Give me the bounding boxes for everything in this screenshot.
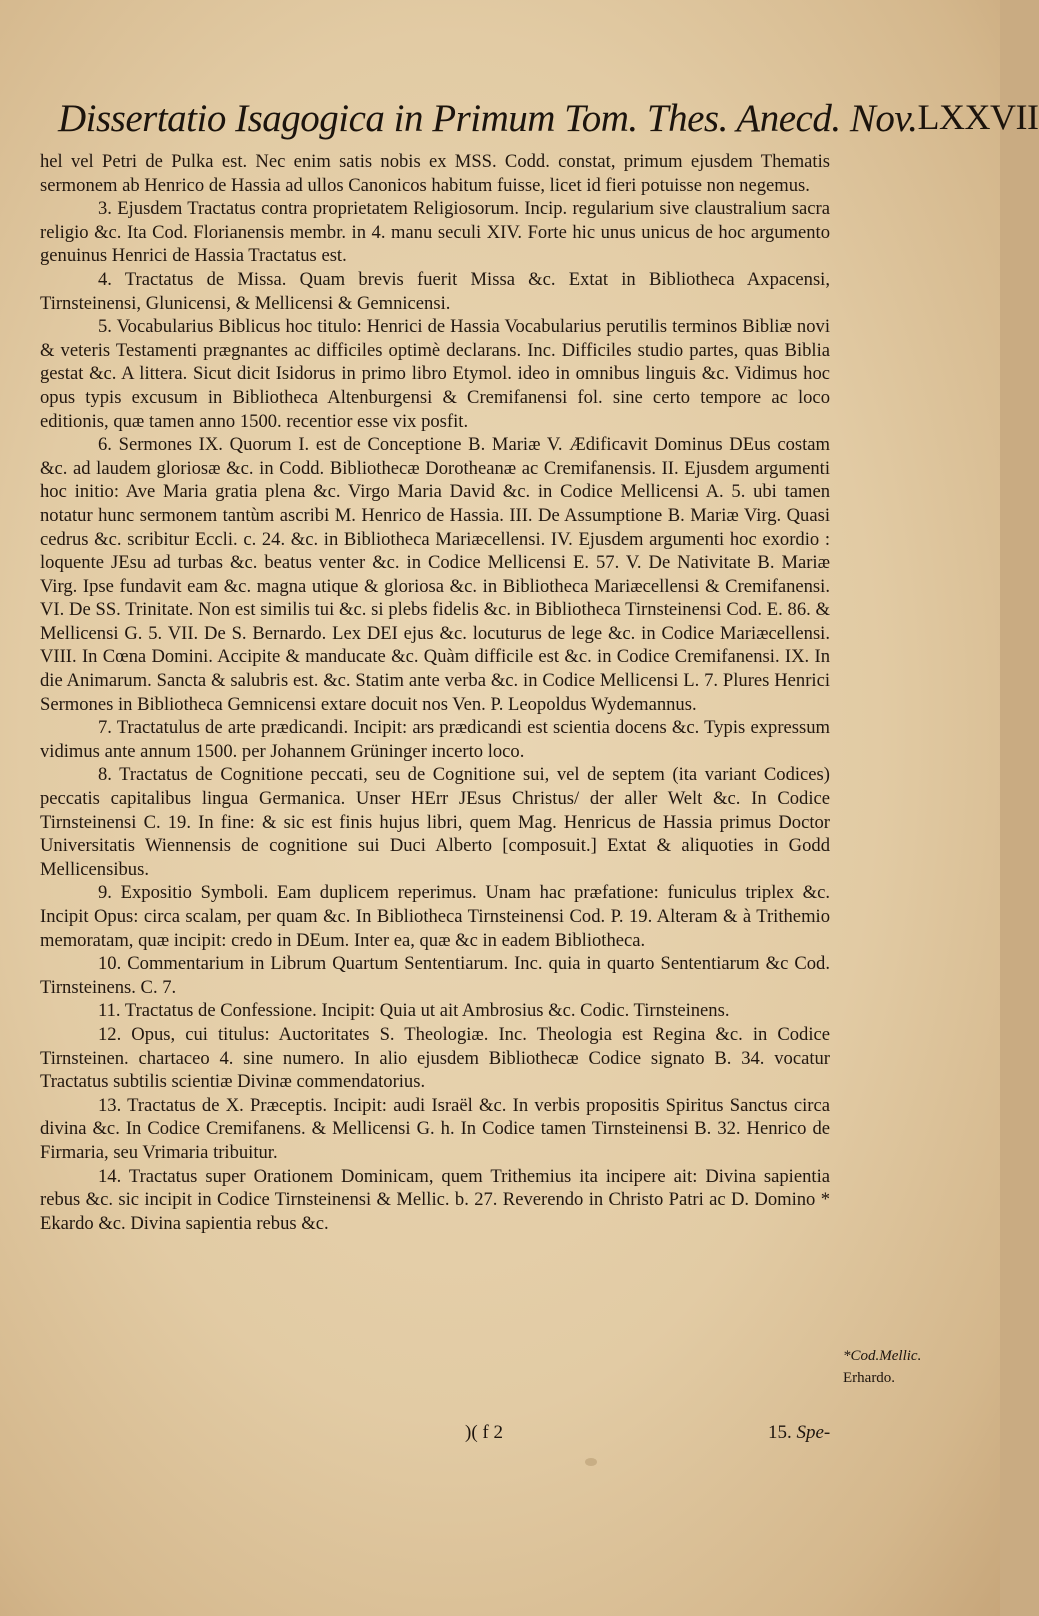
marginal-note-text: Erhardo.	[843, 1370, 896, 1386]
paragraph-item-8: 8. Tractatus de Cognitione peccati, seu de Cognitione sui, vel de septem (ita variant Codices) peccatis capitalibus lingua Germanica. Unser HErr JEsus Christus/ der aller Welt &c. In Codice Tirnsteinensi C. 19. In fine: & sic est finis hujus libri, quem Mag. Henricus de Hassia primus Doctor Universitatis Wiennensis de cognitione sui Duci Alberto [composuit.] Extat & aliquoties in Godd Mellicensibus.	[40, 764, 830, 880]
paragraph-item-14: 14. Tractatus super Orationem Dominicam, quem Trithemius ita incipere ait: Divina sapientia rebus &c. sic incipit in Codice Tirnsteinensi & Mellic. b. 27. Reverendo in Christo Patri ac D. Domino * Ekardo &c. Divina sapientia rebus &c.	[40, 1165, 830, 1234]
paragraph-item-6: 6. Sermones IX. Quorum I. est de Conceptione B. Mariæ V. Ædificavit Dominus DEus costam &c. ad laudem gloriosæ &c. in Codd. Bibliothecæ Dorotheanæ ac Cremifanensis. II. Ejusdem argumenti hoc initio: Ave Maria gratia plena &c. Virgo Maria David &c. in Codice Mellicensi A. 5. ubi tamen notatur hunc sermonem tantùm ascribi M. Henrico de Hassia. III. De Assumptione B. Mariæ Virg. Quasi cedrus &c. scribitur Eccli. c. 24. &c. in Bibliotheca Mariæcellensi. IV. Ejusdem argumenti hoc exordio : loquente JEsu ad turbas &c. beatus venter &c. in Codice Mellicensi E. 57. V. De Nativitate B. Mariæ Virg. Ipse fundavit eam &c. magna utique & gloriosa &c. in Bibliotheca Mariæcellensi & Cremifanensi. VI. De SS. Trinitate. Non est similis tui &c. si plebs fidelis &c. in Bibliotheca Tirnsteinensi Cod. E. 86. & Mellicensi G. 5. VII. De S. Bernardo. Lex DEI ejus &c. locuturus de lege &c. in Codice Mariæcellensi. VIII. In Cœna Domini. Accipite & manducate &c. Quàm difficile est &c. in Codice Cremifanensi. IX. In die Animarum. Sancta & salubris est. &c. Statim ante verba &c. in Codice Mellicensi L. 7. Plures Henrici Sermones in Bibliotheca Gemnicensi extare docuit nos Ven. P. Leopoldus Wydemannus.	[40, 434, 830, 715]
marginal-note-reference: *Cod.Mellic.	[843, 1348, 922, 1364]
text-body	[40, 150, 830, 1235]
marginal-note	[843, 1345, 993, 1389]
ink-smudge	[585, 1458, 597, 1466]
page-footer	[0, 1422, 1000, 1448]
paragraph-item-9: 9. Expositio Symboli. Eam duplicem reperimus. Unam hac præfatione: funiculus triplex &c. Incipit Opus: circa scalam, per quam &c. In Bibliotheca Tirnsteinensi Cod. P. 19. Alteram & à Trithemio memoratam, quæ incipit: credo in DEum. Inter ea, quæ &c in eadem Bibliotheca.	[40, 882, 830, 951]
paragraph-item-13: 13. Tractatus de X. Præceptis. Incipit: audi Israël &c. In verbis propositis Spiritus Sanctus circa divina &c. In Codice Cremifanens. & Mellicensi G. h. In Codice tamen Tirnsteinensi B. 32. Henrico de Firmaria, seu Vrimaria tribuitur.	[40, 1094, 830, 1163]
header-title: Dissertatio Isagogica in Primum Tom. Thes. Anecd. Nov.	[58, 97, 918, 140]
catchword-number: 15.	[768, 1422, 792, 1443]
paragraph-item-7: 7. Tractatulus de arte prædicandi. Incipit: ars prædicandi est scientia docens &c. Typis expressum vidimus ante annum 1500. per Johannem Grüninger incerto loco.	[40, 717, 830, 762]
paragraph-item-3: 3. Ejusdem Tractatus contra proprietatem Religiosorum. Incip. regularium sive claustralium sacra religio &c. Ita Cod. Florianensis membr. in 4. manu seculi XIV. Forte hic unus unicus de hoc argumento genuinus Henrici de Hassia Tractatus est.	[40, 198, 830, 267]
paragraph-continuation: hel vel Petri de Pulka est. Nec enim satis nobis ex MSS. Codd. constat, primum ejusdem Thematis sermonem ab Henrico de Hassia ad ullos Canonicos habitum fuisse, licet id fieri potuisse non negemus.	[40, 151, 830, 196]
running-header	[58, 96, 1039, 141]
catchword-text: Spe-	[796, 1422, 831, 1443]
paragraph-item-12: 12. Opus, cui titulus: Auctoritates S. Theologiæ. Inc. Theologia est Regina &c. in Codice Tirnsteinen. chartaceo 4. sine numero. In alio ejusdem Bibliothecæ Codice signato B. 34. vocatur Tractatus subtilis scientiæ Divinæ commendatorius.	[40, 1023, 830, 1093]
paragraph-item-10: 10. Commentarium in Librum Quartum Sententiarum. Inc. quia in quarto Sententiarum &c Cod. Tirnsteinens. C. 7.	[40, 953, 830, 998]
paragraph-item-5: 5. Vocabularius Biblicus hoc titulo: Henrici de Hassia Vocabularius perutilis terminos Bibliæ novi & veteris Testamenti prægnantes ac difficiles optimè declarans. Inc. Difficiles studio partes, quas Biblia gestat &c. A littera. Sicut dicit Isidorus in primo libro Etymol. ideo in omnibus linguis &c. Vidimus hoc opus typis excusum in Bibliotheca Altenburgensi & Cremifanensi fol. sine certo tempore ac loco editionis, quæ tamen anno 1500. recentior esse vix posfit.	[40, 316, 830, 432]
paragraph-item-11: 11. Tractatus de Confessione. Incipit: Quia ut ait Ambrosius &c. Codic. Tirnsteinens.	[98, 1000, 730, 1022]
header-page-number: LXXVII	[917, 97, 1039, 137]
signature-mark: )( f 2	[465, 1422, 503, 1443]
catchword	[768, 1422, 830, 1444]
paragraph-item-4: 4. Tractatus de Missa. Quam brevis fuerit Missa &c. Extat in Bibliotheca Axpacensi, Tirnsteinensi, Glunicensi, & Mellicensi & Gemnicensi.	[40, 268, 830, 314]
